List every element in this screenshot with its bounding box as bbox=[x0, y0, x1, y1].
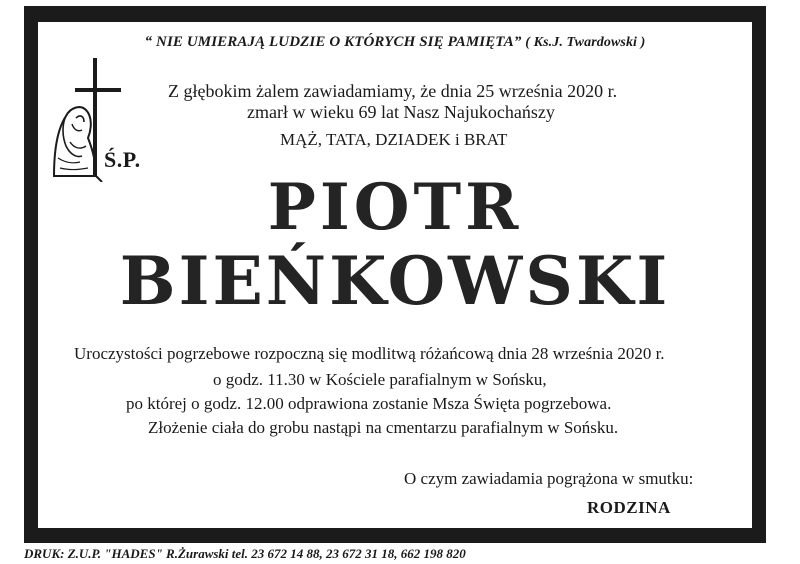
printer-footer: DRUK: Z.U.P. "HADES" R.Żurawski tel. 23 672 14 88, 23 672 31 18, 662 198 820 bbox=[24, 546, 466, 561]
quote-text: “ NIE UMIERAJĄ LUDZIE O KTÓRYCH SIĘ PAMIĘTA” bbox=[144, 34, 522, 50]
funeral-line-4: Złożenie ciała do grobu nastąpi na cmentarzu parafialnym w Sońsku. bbox=[148, 418, 619, 437]
deceased-last-name: BIEŃKOWSKI bbox=[119, 242, 671, 320]
announcement-line-2: zmarł w wieku 69 lat Nasz Najukochańszy bbox=[247, 102, 555, 122]
header-quote bbox=[38, 34, 752, 51]
deceased-first-name: PIOTR bbox=[267, 170, 523, 245]
announcement-line-1: Z głębokim żalem zawiadamiamy, że dnia 25 września 2020 r. bbox=[168, 81, 618, 101]
funeral-line-2: o godz. 11.30 w Kościele parafialnym w Sońsku, bbox=[213, 370, 547, 389]
announcement-line-3: MĄŻ, TATA, DZIADEK i BRAT bbox=[280, 130, 508, 149]
quote-author: ( Ks.J. Twardowski ) bbox=[525, 35, 646, 50]
funeral-line-1: Uroczystości pogrzebowe rozpoczną się modlitwą różańcową dnia 28 września 2020 r. bbox=[74, 344, 665, 363]
sp-label: Ś.P. bbox=[104, 147, 141, 172]
obituary-card bbox=[37, 21, 753, 529]
funeral-line-3: po której o godz. 12.00 odprawiona zostanie Msza Święta pogrzebowa. bbox=[126, 394, 612, 413]
signature-intro: O czym zawiadamia pogrążona w smutku: bbox=[404, 469, 694, 488]
signature-family: RODZINA bbox=[587, 498, 671, 517]
